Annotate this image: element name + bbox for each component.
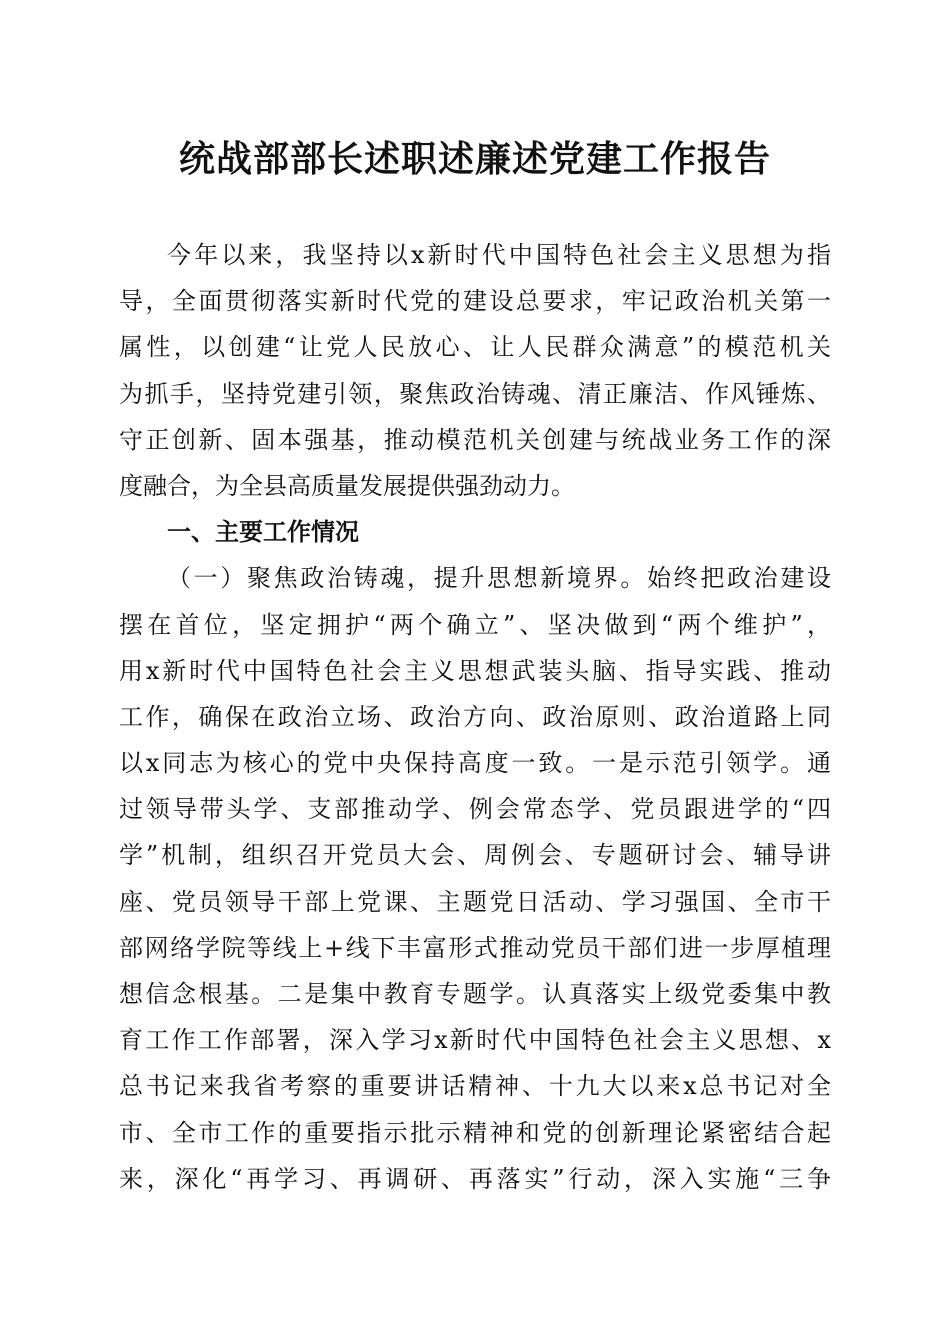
paragraph-line: 工作，确保在政治立场、政治方向、政治原则、政治道路上同 [119,702,831,731]
paragraph-line: 来，深化“再学习、再调研、再落实”行动，深入实施“三争 [119,1164,831,1193]
paragraph-line: 过领导带头学、支部推动学、例会常态学、党员跟进学的“四 [119,795,831,824]
section-heading: 一、主要工作情况 [167,518,359,547]
paragraph-line: （一）聚焦政治铸魂，提升思想新境界。始终把政治建设 [167,564,831,593]
paragraph-line: 育工作工作部署，深入学习x新时代中国特色社会主义思想、x [119,1026,831,1055]
paragraph-line: 属性，以创建“让党人民放心、让人民群众满意”的模范机关 [119,333,831,362]
paragraph-line: 总书记来我省考察的重要讲话精神、十九大以来x总书记对全 [119,1072,831,1101]
paragraph-line: 今年以来，我坚持以x新时代中国特色社会主义思想为指 [167,241,831,269]
paragraph-line: 想信念根基。二是集中教育专题学。认真落实上级党委集中教 [119,980,831,1008]
paragraph-line: 摆在首位，坚定拥护“两个确立”、坚决做到“两个维护”， [119,610,831,639]
paragraph-line: 为抓手，坚持党建引领，聚焦政治铸魂、清正廉洁、作风锤炼、 [119,379,831,408]
paragraph-line: 部网络学院等线上+线下丰富形式推动党员干部们进一步厚植理 [119,933,831,962]
paragraph-line: 用x新时代中国特色社会主义思想武装头脑、指导实践、推动 [119,656,831,685]
paragraph-line: 学”机制，组织召开党员大会、周例会、专题研讨会、辅导讲 [119,841,831,870]
document-body [119,232,831,1202]
document-title: 统战部部长述职述廉述党建工作报告 [178,139,771,180]
paragraph-line: 导，全面贯彻落实新时代党的建设总要求，牢记政治机关第一 [119,287,831,316]
paragraph-line: 度融合，为全县高质量发展提供强劲动力。 [119,471,575,500]
paragraph-line: 守正创新、固本强基，推动模范机关创建与统战业务工作的深 [119,425,831,454]
paragraph-line: 市、全市工作的重要指示批示精神和党的创新理论紧密结合起 [119,1118,831,1147]
paragraph-line: 座、党员领导干部上党课、主题党日活动、学习强国、全市干 [119,887,831,916]
paragraph-line: 以x同志为核心的党中央保持高度一致。一是示范引领学。通 [119,749,831,778]
